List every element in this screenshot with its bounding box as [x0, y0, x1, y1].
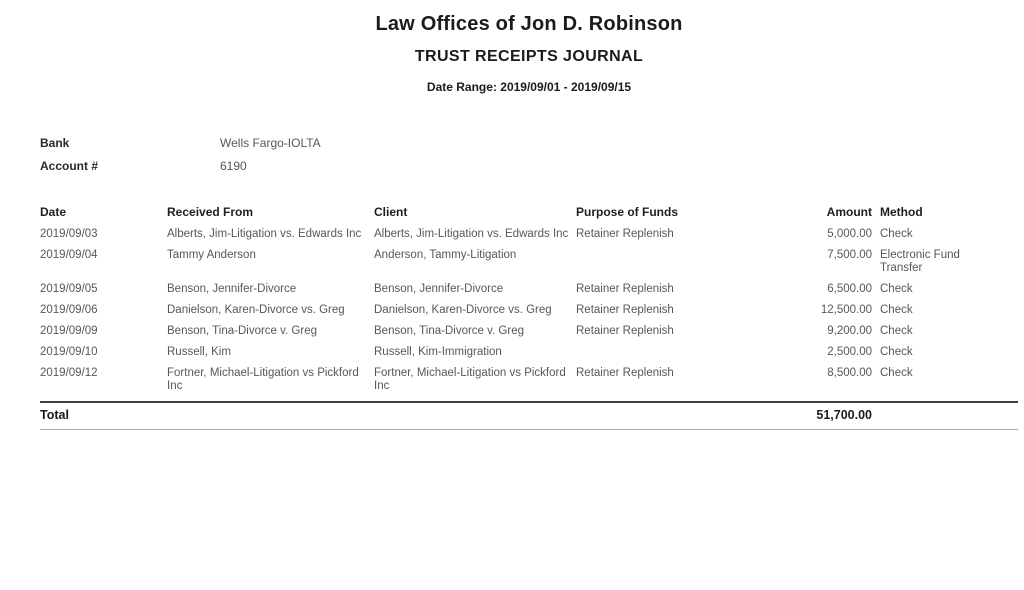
total-spacer: [972, 402, 1018, 430]
cell-purpose: [576, 249, 792, 283]
cell-method: Check: [880, 304, 913, 316]
cell-amount: 5,000.00: [827, 228, 872, 240]
cell-received-from: Tammy Anderson: [167, 249, 256, 261]
cell-purpose: [576, 346, 792, 367]
account-info: [40, 132, 1018, 178]
cell-date: 2019/09/04: [40, 249, 98, 261]
cell-purpose: Retainer Replenish: [576, 228, 674, 240]
report-date-range: Date Range: 2019/09/01 - 2019/09/15: [426, 80, 632, 94]
header-date: Date: [40, 205, 67, 219]
total-method-filler: [872, 402, 972, 430]
total-amount: 51,700.00: [792, 402, 872, 430]
table-row: [40, 283, 1018, 304]
cell-method: Electronic Fund Transfer: [880, 249, 960, 274]
cell-date: 2019/09/03: [40, 228, 98, 240]
cell-purpose: Retainer Replenish: [576, 304, 674, 316]
header-amount: Amount: [826, 205, 872, 219]
bank-label: Bank: [40, 136, 70, 150]
report-title: Law Offices of Jon D. Robinson: [375, 13, 683, 35]
total-filler: [167, 402, 792, 430]
bank-value: Wells Fargo-IOLTA: [220, 136, 321, 150]
table-row: [40, 325, 1018, 346]
cell-purpose: Retainer Replenish: [576, 325, 674, 337]
cell-client: Benson, Jennifer-Divorce: [374, 283, 504, 295]
cell-client: Fortner, Michael-Litigation vs Pickford Inc: [374, 367, 566, 392]
table-row: [40, 304, 1018, 325]
bank-info-row: [40, 132, 1018, 155]
cell-spacer: [972, 325, 1018, 346]
cell-received-from: Fortner, Michael-Litigation vs Pickford Inc: [167, 367, 359, 392]
cell-received-from: Benson, Tina-Divorce v. Greg: [167, 325, 317, 337]
table-row: [40, 367, 1018, 402]
cell-method: Check: [880, 283, 913, 295]
cell-method: Check: [880, 325, 913, 337]
cell-amount: 12,500.00: [820, 304, 872, 316]
cell-spacer: [972, 228, 1018, 249]
table-header-row: [40, 205, 1018, 228]
cell-amount: 6,500.00: [827, 283, 872, 295]
cell-client: Alberts, Jim-Litigation vs. Edwards Inc: [374, 228, 569, 240]
cell-spacer: [972, 346, 1018, 367]
cell-client: Russell, Kim-Immigration: [374, 346, 502, 358]
table-row: [40, 346, 1018, 367]
report-content: [40, 11, 1018, 430]
total-row: [40, 402, 1018, 430]
cell-date: 2019/09/09: [40, 325, 98, 337]
cell-purpose: Retainer Replenish: [576, 283, 674, 295]
cell-amount: 9,200.00: [827, 325, 872, 337]
cell-purpose: Retainer Replenish: [576, 367, 674, 379]
header-purpose-of-funds: Purpose of Funds: [576, 205, 678, 219]
cell-method: Check: [880, 346, 913, 358]
cell-received-from: Benson, Jennifer-Divorce: [167, 283, 297, 295]
header-client: Client: [374, 205, 408, 219]
cell-spacer: [972, 283, 1018, 304]
report-header: [40, 11, 1018, 94]
cell-date: 2019/09/10: [40, 346, 98, 358]
cell-client: Anderson, Tammy-Litigation: [374, 249, 517, 261]
cell-client: Benson, Tina-Divorce v. Greg: [374, 325, 524, 337]
cell-amount: 2,500.00: [827, 346, 872, 358]
cell-date: 2019/09/05: [40, 283, 98, 295]
cell-amount: 8,500.00: [827, 367, 872, 379]
total-label: Total: [40, 402, 167, 430]
cell-spacer: [972, 367, 1018, 402]
cell-method: Check: [880, 367, 913, 379]
cell-date: 2019/09/06: [40, 304, 98, 316]
cell-client: Danielson, Karen-Divorce vs. Greg: [374, 304, 552, 316]
header-received-from: Received From: [167, 205, 254, 219]
receipts-table-body: [40, 228, 1018, 402]
receipts-table: [40, 205, 1018, 430]
cell-date: 2019/09/12: [40, 367, 98, 379]
account-number-row: [40, 155, 1018, 178]
cell-method: Check: [880, 228, 913, 240]
account-number-value: 6190: [220, 159, 247, 173]
account-number-label: Account #: [40, 159, 99, 173]
cell-spacer: [972, 304, 1018, 325]
cell-received-from: Alberts, Jim-Litigation vs. Edwards Inc: [167, 228, 362, 240]
table-row: [40, 249, 1018, 283]
cell-spacer: [972, 249, 1018, 283]
cell-received-from: Danielson, Karen-Divorce vs. Greg: [167, 304, 345, 316]
table-row: [40, 228, 1018, 249]
cell-received-from: Russell, Kim: [167, 346, 231, 358]
cell-amount: 7,500.00: [827, 249, 872, 261]
report-subtitle: TRUST RECEIPTS JOURNAL: [414, 48, 644, 65]
header-spacer: [972, 205, 1018, 228]
header-method: Method: [880, 205, 923, 219]
